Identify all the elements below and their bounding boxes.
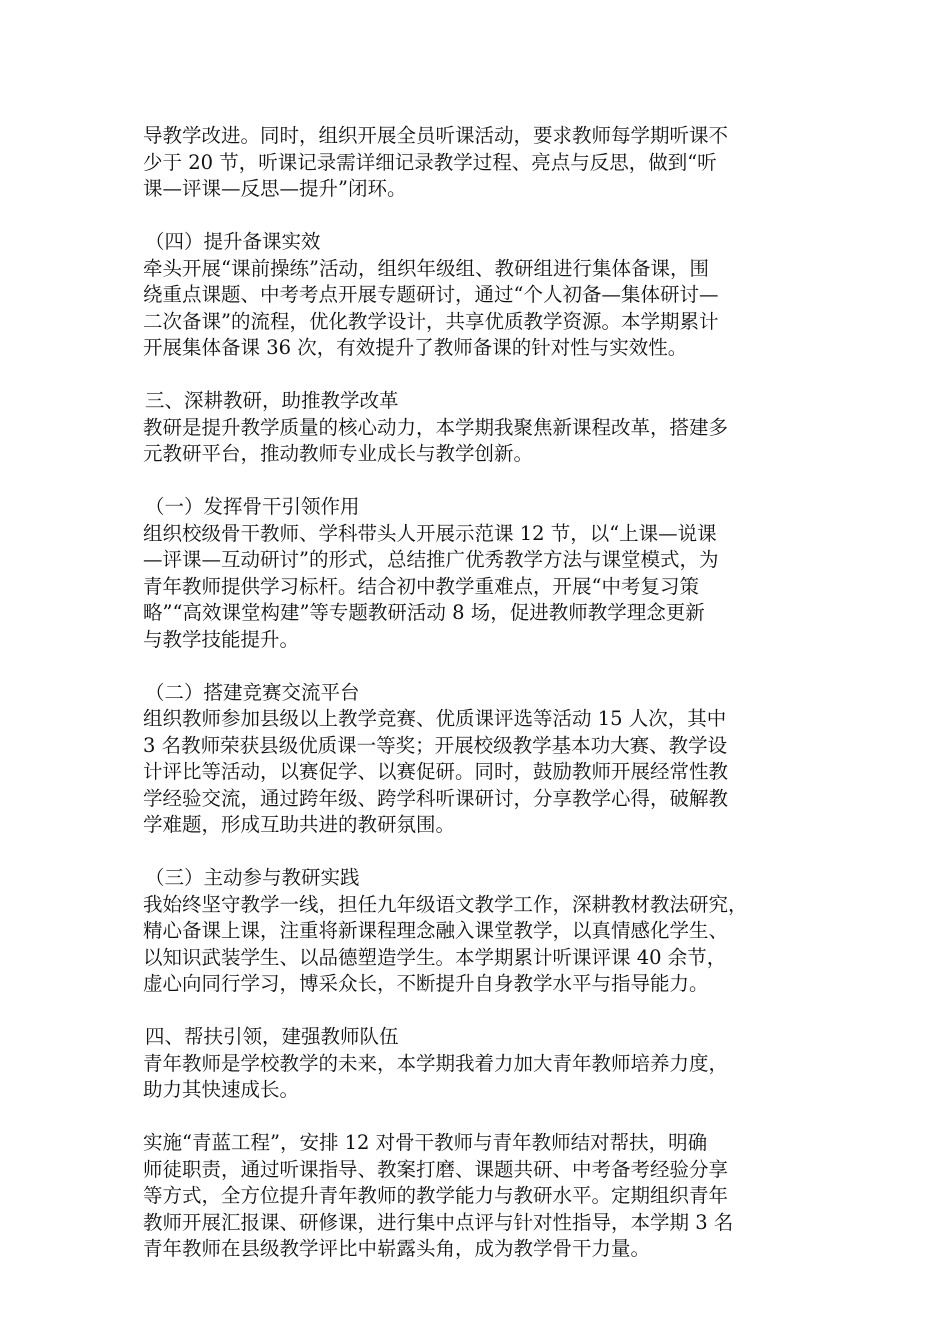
section-heading: （一）发挥骨干引领作用 bbox=[145, 495, 360, 518]
section-mentoring bbox=[143, 1024, 823, 1104]
text-line: 元教研平台，推动教师专业成长与教学创新。 bbox=[143, 442, 534, 465]
section-heading: （二）搭建竞赛交流平台 bbox=[145, 680, 360, 704]
section-competition-platform bbox=[143, 680, 823, 839]
text-line: 实施“青蓝工程”，安排 12 对骨干教师与青年教师结对帮扶，明确 bbox=[143, 1131, 708, 1154]
text-line: 开展集体备课 36 次，有效提升了教师备课的针对性与实效性。 bbox=[143, 336, 688, 359]
text-line: 牵头开展“课前操练”活动，组织年级组、教研组进行集体备课，围 bbox=[143, 256, 709, 280]
text-line: 3 名教师荣获县级优质课一等奖；开展校级教学基本功大赛、教学设 bbox=[143, 733, 728, 757]
text-line: 青年教师在县级教学评比中崭露头角，成为教学骨干力量。 bbox=[143, 1237, 651, 1260]
text-line: 等方式，全方位提升青年教师的教学能力与教研水平。定期组织青年 bbox=[143, 1184, 729, 1207]
text-line: 绕重点课题、中考考点开展专题研讨，通过“个人初备—集体研讨— bbox=[143, 283, 719, 306]
text-line: 少于 20 节，听课记录需详细记录教学过程、亮点与反思，做到“听 bbox=[143, 150, 717, 174]
text-line: 导教学改进。同时，组织开展全员听课活动，要求教师每学期听课不 bbox=[143, 124, 729, 147]
text-line: 学难题，形成互助共进的教研氛围。 bbox=[143, 813, 456, 836]
document-body bbox=[143, 123, 823, 1289]
text-line: 组织教师参加县级以上教学竞赛、优质课评选等活动 15 人次，其中 bbox=[143, 707, 727, 730]
text-line: 教师开展汇报课、研修课，进行集中点评与针对性指导，本学期 3 名 bbox=[143, 1210, 734, 1234]
section-heading: （三）主动参与教研实践 bbox=[145, 866, 360, 889]
section-research-practice bbox=[143, 865, 823, 998]
text-line: 以知识武装学生、以品德塑造学生。本学期累计听课评课 40 余节， bbox=[143, 945, 727, 969]
section-heading: 三、深耕教研，助推教学改革 bbox=[145, 389, 399, 412]
text-line: 组织校级骨干教师、学科带头人开展示范课 12 节，以“上课—说课 bbox=[143, 521, 717, 545]
text-line: 教研是提升教学质量的核心动力，本学期我聚焦新课程改革，搭建多 bbox=[143, 415, 729, 439]
text-line: 虚心向同行学习，博采众长，不断提升自身教学水平与指导能力。 bbox=[143, 972, 709, 995]
text-line: 青年教师是学校教学的未来，本学期我着力加大青年教师培养力度， bbox=[143, 1051, 729, 1075]
text-line: 计评比等活动，以赛促学、以赛促研。同时，鼓励教师开展经常性教 bbox=[143, 760, 729, 783]
section-heading: 四、帮扶引领，建强教师队伍 bbox=[145, 1025, 399, 1048]
text-line: 二次备课”的流程，优化教学设计，共享优质教学资源。本学期累计 bbox=[143, 309, 719, 333]
section-heading: （四）提升备课实效 bbox=[145, 230, 321, 253]
text-line: 青年教师提供学习标杆。结合初中教学重难点，开展“中考复习策 bbox=[143, 574, 699, 598]
text-line: 略”“高效课堂构建”等专题教研活动 8 场，促进教师教学理念更新 bbox=[143, 601, 705, 624]
text-line: 助力其快速成长。 bbox=[143, 1078, 300, 1101]
text-line: 师徒职责，通过听课指导、教案打磨、课题共研、中考备考经验分享 bbox=[143, 1157, 729, 1181]
text-line: 我始终坚守教学一线，担任九年级语文教学工作，深耕教材教法研究， bbox=[143, 892, 748, 916]
section-teaching-research bbox=[143, 388, 823, 468]
section-lesson-prep bbox=[143, 229, 823, 362]
text-line: 学经验交流，通过跨年级、跨学科听课研讨，分享教学心得，破解教 bbox=[143, 786, 729, 810]
text-line: —评课—互动研讨”的形式，总结推广优秀教学方法与课堂模式，为 bbox=[143, 548, 719, 571]
paragraph-continuation bbox=[143, 123, 823, 203]
text-line: 课—评课—反思—提升”闭环。 bbox=[143, 177, 407, 200]
paragraph-qinglan-project bbox=[143, 1130, 823, 1263]
text-line: 精心备课上课，注重将新课程理念融入课堂教学，以真情感化学生、 bbox=[143, 919, 729, 942]
text-line: 与教学技能提升。 bbox=[143, 627, 300, 651]
section-backbone-leading bbox=[143, 494, 823, 653]
